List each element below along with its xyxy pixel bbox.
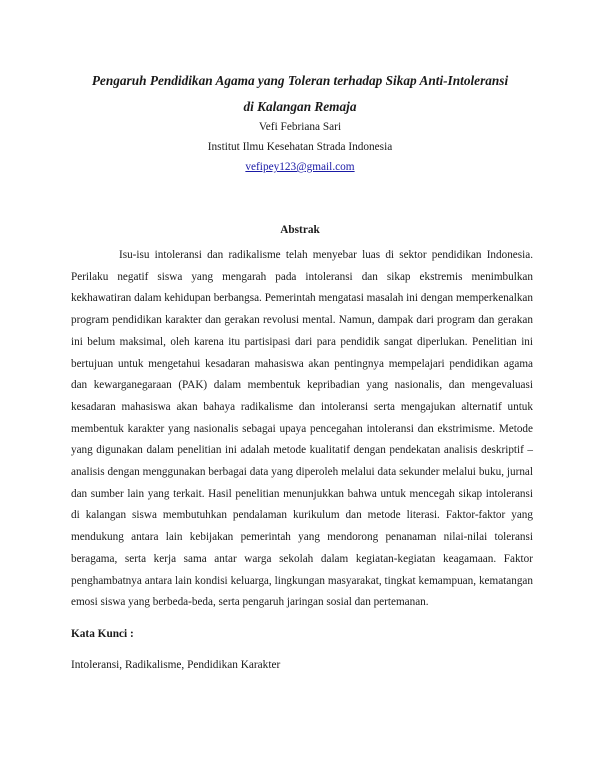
author-email-link[interactable]: vefipey123@gmail.com bbox=[245, 161, 355, 173]
abstract-body: Isu-isu intoleransi dan radikalisme telah menyebar luas di sektor pendidikan Indonesia. Perilaku negatif siswa yang mengarah pada intoleransi dan sikap ekstremis menimbulkan kekhawatiran dalam kehidupan berbangsa. Pemerintah mengatasi masalah ini dengan memperkenalkan program pendidikan karakter dan gerakan revolusi mental. Namun, dampak dari program dan gerakan ini belum maksimal, oleh karena itu partisipasi dari para pendidik sangat diperlukan. Penelitian ini bertujuan untuk mengetahui kesadaran mahasiswa akan pentingnya mempelajari pendidikan agama dan kewarganegaraan (PAK) dalam membentuk kepribadian yang nasionalis, dan mengevaluasi kesadaran mahasiswa akan bahaya radikalisme dan intoleransi serta mengajukan alternatif untuk membentuk karakter yang nasionalis sebagai upaya pencegahan intoleransi dan ekstrimisme. Metode yang digunakan dalam penelitian ini adalah metode kualitatif dengan pendekatan analisis deskriptif – analisis dengan menggunakan berbagai data yang diperoleh melalui data sekunder melalui buku, jurnal dan sumber lain yang terkait. Hasil penelitian menunjukkan bahwa untuk mencegah sikap intoleransi di kalangan siswa membutuhkan pendalaman kurikulum dan metode literasi. Faktor-faktor yang mendukung antara lain kebijakan pemerintah yang mendorong penanaman nilai-nilai toleransi beragama, serta kerja sama antar warga sekolah dalam kegiatan-kegiatan keagamaan. Faktor penghambatnya antara lain kondisi keluarga, lingkungan masyarakat, tingkat kemampuan, kematangan emosi siswa yang berbeda-beda, serta pengaruh jaringan sosial dan pertemanan. bbox=[71, 249, 533, 609]
author-email-line bbox=[40, 160, 560, 174]
keywords-list: Intoleransi, Radikalisme, Pendidikan Karakter bbox=[71, 659, 281, 671]
paper-title bbox=[40, 68, 560, 120]
author-affiliation: Institut Ilmu Kesehatan Strada Indonesia bbox=[207, 141, 393, 153]
abstract-heading: Abstrak bbox=[280, 224, 320, 236]
author-name: Vefi Febriana Sari bbox=[258, 121, 342, 133]
keywords-heading: Kata Kunci : bbox=[71, 628, 134, 640]
paper-title-line-2: di Kalangan Remaja bbox=[243, 99, 357, 114]
paper-title-line-1: Pengaruh Pendidikan Agama yang Toleran terhadap Sikap Anti-Intoleransi bbox=[91, 73, 509, 88]
